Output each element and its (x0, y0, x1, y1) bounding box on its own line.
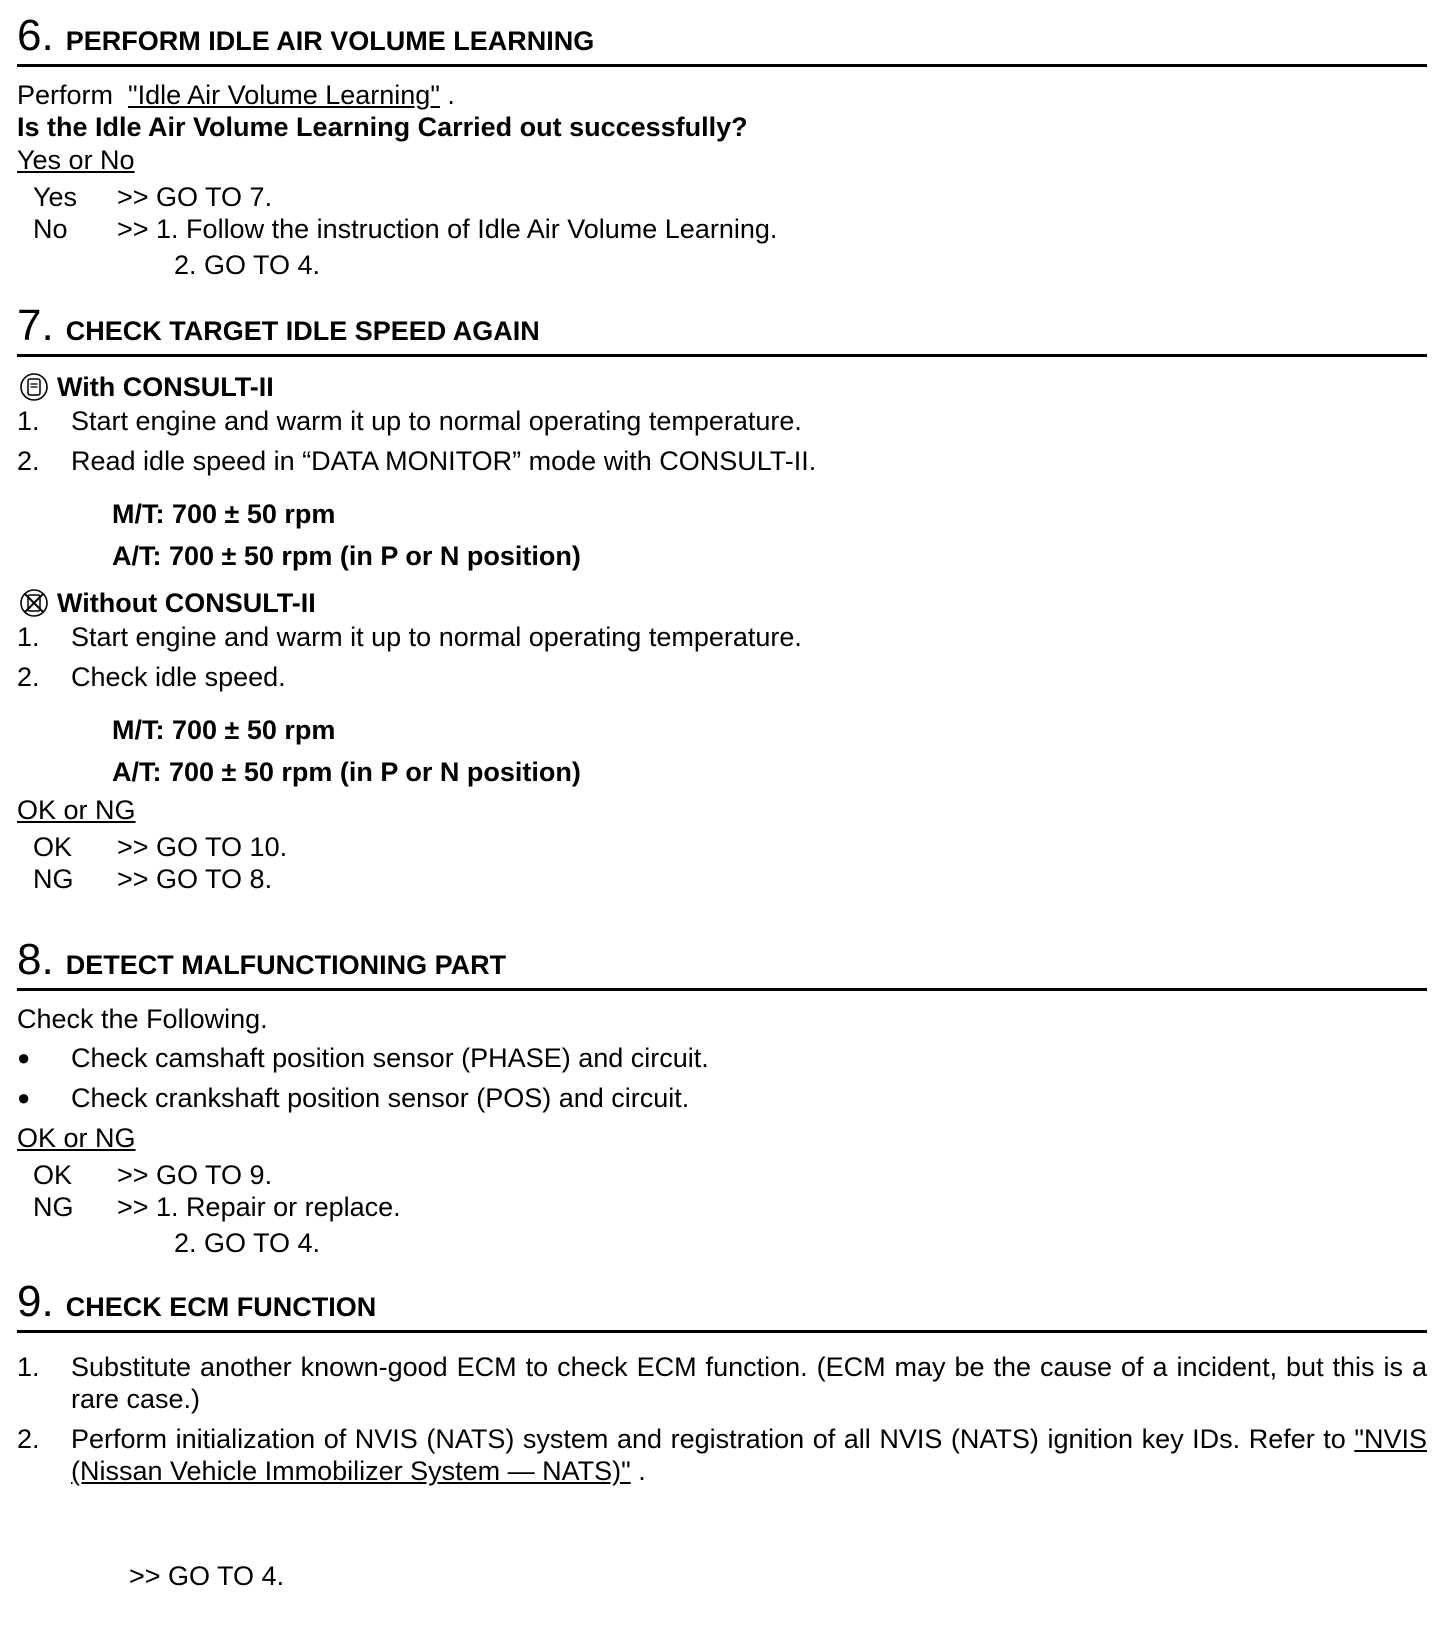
response-key: No (33, 214, 68, 244)
response-key: Yes (33, 182, 78, 212)
item-text-wrapper (71, 1423, 1427, 1487)
response-row (17, 1191, 1427, 1223)
response-row (17, 863, 1427, 895)
bullet-item (17, 1081, 1427, 1115)
item-number: 1. (17, 1352, 40, 1382)
list-item (17, 1351, 1427, 1415)
perform-suffix: . (439, 80, 455, 110)
list-item (17, 445, 1427, 477)
response-action: >> GO TO 9. (117, 1160, 273, 1190)
step-8-header (17, 935, 1427, 991)
response-key: NG (33, 864, 74, 894)
response-label: OK or NG (17, 795, 136, 825)
without-consult-heading (17, 585, 1427, 621)
consult-device-icon (17, 372, 51, 402)
step-number: 8. (17, 935, 54, 984)
item-text: Read idle speed in “DATA MONITOR” mode with CONSULT-II. (71, 446, 817, 476)
step-9-header (17, 1277, 1427, 1333)
bullet-icon: ● (17, 1045, 31, 1070)
item-number: 2. (17, 1424, 40, 1454)
idle-air-volume-learning-link[interactable]: "Idle Air Volume Learning" (128, 80, 440, 110)
response-continuation: 2. GO TO 4. (174, 1228, 321, 1258)
bullet-text: Check crankshaft position sensor (POS) and circuit. (71, 1083, 690, 1113)
response-action: >> 1. Follow the instruction of Idle Air Volume Learning. (117, 214, 778, 244)
response-action: >> GO TO 7. (117, 182, 273, 212)
step-7 (17, 301, 1427, 895)
step-title: DETECT MALFUNCTIONING PART (65, 950, 507, 980)
with-consult-heading (17, 369, 1427, 405)
response-row (17, 213, 1427, 245)
nvis-nats-link[interactable]: "NVIS (Nissan Vehicle Immobilizer System — NATS)" (71, 1424, 1427, 1486)
list-item (17, 405, 1427, 437)
item-text: Start engine and warm it up to normal operating temperature. (71, 622, 802, 652)
step-number: 9. (17, 1277, 54, 1326)
step-question: Is the Idle Air Volume Learning Carried out successfully? (17, 112, 748, 142)
step-6 (17, 11, 1427, 285)
spec-at: A/T: 700 ± 50 rpm (in P or N position) (112, 757, 581, 787)
item-text: Substitute another known-good ECM to check ECM function. (ECM may be the cause of a incident, but this is a rare case.) (71, 1352, 1427, 1414)
perform-prefix: Perform (17, 80, 114, 110)
step-intro: Check the Following. (17, 1004, 268, 1034)
response-label-row (17, 143, 1427, 177)
response-key: OK (33, 1160, 73, 1190)
response-key: OK (33, 832, 73, 862)
step-6-header (17, 11, 1427, 67)
with-consult-list (17, 405, 1427, 477)
item-text: Check idle speed. (71, 662, 286, 692)
response-continuation: 2. GO TO 4. (174, 250, 321, 280)
response-row (17, 831, 1427, 863)
response-key: NG (33, 1192, 74, 1222)
response-label-row (17, 1121, 1427, 1155)
bullet-text: Check camshaft position sensor (PHASE) and circuit. (71, 1043, 709, 1073)
item-number: 1. (17, 406, 40, 436)
step-title: CHECK ECM FUNCTION (65, 1292, 377, 1322)
list-item (17, 621, 1427, 653)
spec-at: A/T: 700 ± 50 rpm (in P or N position) (112, 541, 581, 571)
item-text: Perform initialization of NVIS (NATS) system and registration of all NVIS (NATS) ignition key IDs. Refer to (71, 1424, 1346, 1454)
step-title: PERFORM IDLE AIR VOLUME LEARNING (65, 26, 595, 56)
step-number: 7. (17, 301, 54, 350)
response-action: >> 1. Repair or replace. (117, 1192, 401, 1222)
response-row (17, 1159, 1427, 1191)
ecm-check-list (17, 1351, 1427, 1487)
without-consult-label: Without CONSULT-II (57, 588, 316, 618)
bullet-icon: ● (17, 1085, 31, 1110)
without-consult-list (17, 621, 1427, 693)
link-suffix: . (630, 1456, 646, 1486)
with-consult-label: With CONSULT-II (57, 372, 274, 402)
list-item (17, 661, 1427, 693)
no-consult-device-icon (17, 588, 51, 618)
response-row (17, 181, 1427, 213)
bullet-item (17, 1041, 1427, 1075)
item-number: 1. (17, 622, 40, 652)
spec-mt: M/T: 700 ± 50 rpm (112, 715, 336, 745)
item-text: Start engine and warm it up to normal operating temperature. (71, 406, 802, 436)
step-title: CHECK TARGET IDLE SPEED AGAIN (65, 316, 540, 346)
response-action: >> GO TO 8. (117, 864, 273, 894)
final-action: >> GO TO 4. (129, 1561, 285, 1591)
spec-mt: M/T: 700 ± 50 rpm (112, 499, 336, 529)
response-label: Yes or No (17, 145, 135, 175)
step-8 (17, 935, 1427, 1263)
perform-line (17, 79, 1427, 111)
item-number: 2. (17, 662, 40, 692)
list-item (17, 1423, 1427, 1487)
response-label: OK or NG (17, 1123, 136, 1153)
response-action: >> GO TO 10. (117, 832, 288, 862)
response-label-row (17, 793, 1427, 827)
step-number: 6. (17, 11, 54, 60)
item-number: 2. (17, 446, 40, 476)
step-9 (17, 1277, 1427, 1593)
step-7-header (17, 301, 1427, 357)
